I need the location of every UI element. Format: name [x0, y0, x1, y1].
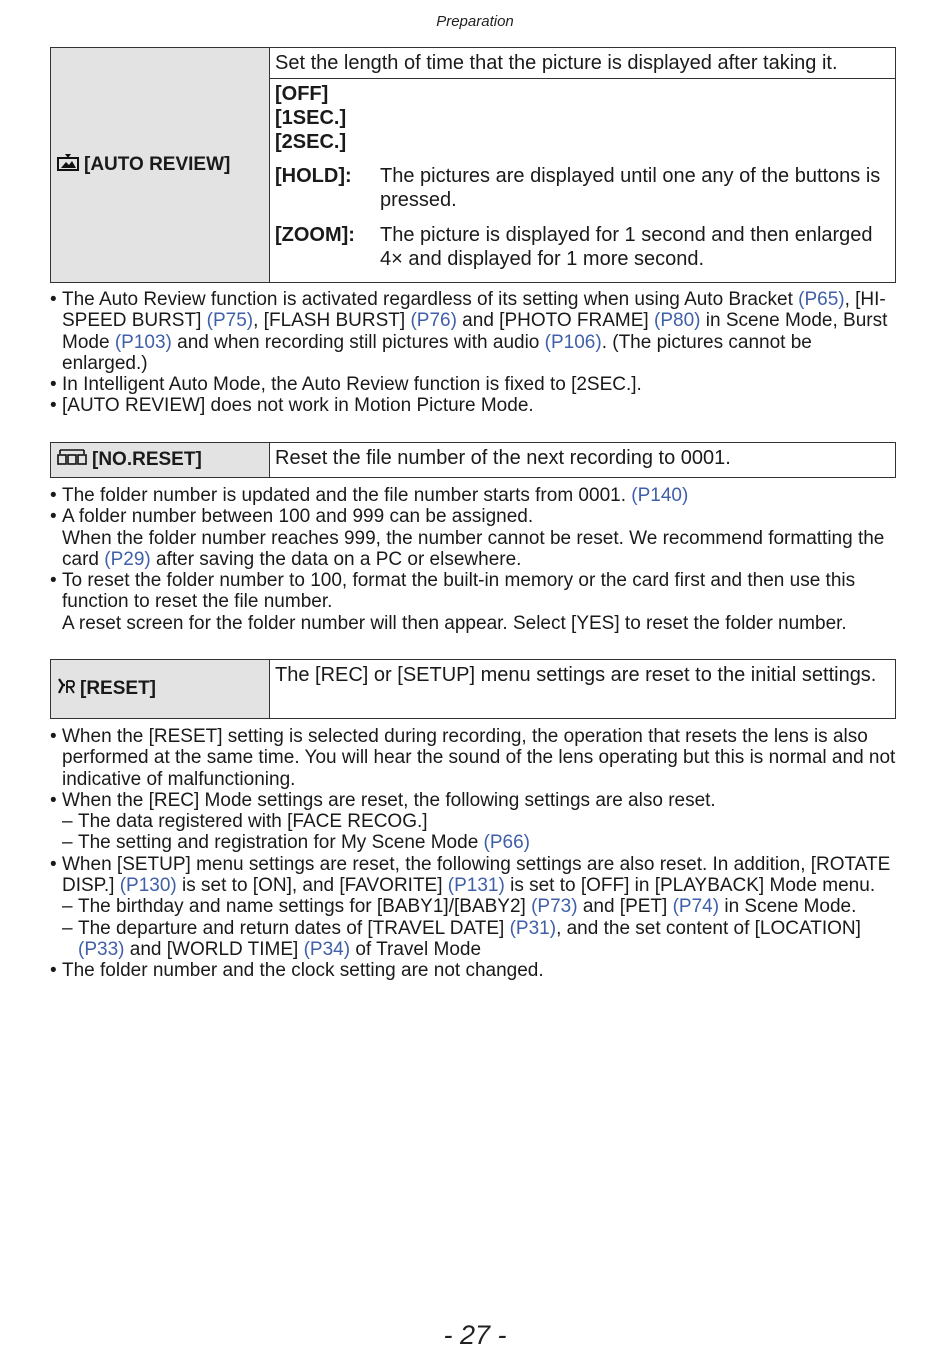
list-subitem — [50, 832, 900, 853]
note-text: . (The pictures cannot be enlarged.) — [62, 331, 812, 374]
note-text: When [SETUP] menu settings are reset, the following settings are also reset. In addition, [ROTATE DISP.] — [62, 853, 891, 897]
note-text: and [WORLD TIME] — [124, 938, 304, 960]
option-hold-text: The pictures are displayed until one any of the buttons is pressed. — [380, 165, 881, 211]
option-hold — [275, 164, 889, 212]
reset-label-cell — [51, 660, 270, 718]
page-ref-link[interactable]: (P131) — [447, 875, 505, 897]
page-ref-link[interactable]: (P33) — [78, 938, 125, 960]
list-item: • When the [RESET] setting is selected during recording, the operation that resets the lens is also performed at the same time. You will hear the sound of the lens operating but this is normal and not indicative of malfunctioning. — [50, 726, 900, 790]
option-hold-key: [HOLD]: — [275, 165, 352, 187]
list-item — [50, 854, 900, 897]
reset-desc-cell — [270, 660, 895, 718]
note-text: in Scene Mode. — [719, 896, 857, 918]
reset-notes — [50, 726, 900, 982]
page-ref-link[interactable]: (P80) — [654, 310, 701, 332]
list-subitem: – The data registered with [FACE RECOG.] — [50, 811, 900, 832]
page-ref-link[interactable]: (P74) — [672, 896, 720, 918]
note-text: , [FLASH BURST] — [253, 310, 411, 332]
list-item-continuation: A reset screen for the folder number will then appear. Select [YES] to reset the folder number. — [62, 612, 847, 634]
option-2sec: [2SEC.] — [275, 131, 347, 153]
option-1sec: [1SEC.] — [275, 107, 347, 129]
auto-review-desc-cell — [270, 48, 895, 282]
list-item-continuation — [50, 528, 900, 571]
option-zoom-key: [ZOOM]: — [275, 224, 355, 246]
note-text: The setting and registration for My Scene Mode — [78, 832, 484, 854]
list-item: • In Intelligent Auto Mode, the Auto Review function is fixed to [2SEC.]. — [50, 374, 900, 395]
option-off: [OFF] — [275, 83, 329, 105]
reset-description: The [REC] or [SETUP] menu settings are reset to the initial settings. — [275, 664, 877, 686]
list-subitem — [50, 918, 900, 961]
auto-review-label: [AUTO REVIEW] — [84, 154, 231, 175]
list-subitem — [50, 896, 900, 917]
page-ref-link[interactable]: (P73) — [531, 896, 578, 918]
list-item — [50, 485, 900, 506]
auto-review-icon — [57, 153, 79, 177]
page-ref-link[interactable]: (P31) — [509, 917, 557, 939]
option-zoom — [275, 223, 889, 271]
note-text: and [PHOTO FRAME] — [456, 310, 654, 332]
note-text: , [HI-SPEED BURST] — [62, 289, 886, 332]
note-text: is set to [OFF] in [PLAYBACK] Mode menu. — [504, 875, 876, 897]
note-text: The departure and return dates of [TRAVEL DATE] — [78, 917, 510, 939]
page-ref-link[interactable]: (P65) — [798, 289, 845, 310]
note-text: The Auto Review function is activated regardless of its setting when using Auto Bracket — [62, 289, 799, 310]
note-text: The folder number is updated and the file number starts from 0001. — [62, 485, 632, 506]
note-text: and [PET] — [577, 896, 673, 918]
note-text: is set to [ON], and [FAVORITE] — [176, 875, 448, 897]
page-ref-link[interactable]: (P140) — [631, 485, 689, 506]
no-reset-table — [50, 442, 896, 478]
page-ref-link[interactable]: (P103) — [114, 331, 172, 353]
note-text: , and the set content of [LOCATION] — [556, 917, 861, 939]
auto-review-label-cell — [51, 48, 270, 282]
no-reset-description: Reset the file number of the next recording to 0001. — [275, 447, 731, 469]
page-ref-link[interactable]: (P106) — [544, 331, 602, 353]
option-zoom-text: The picture is displayed for 1 second and then enlarged 4× and displayed for 1 more second. — [380, 224, 873, 270]
page-ref-link[interactable]: (P34) — [303, 938, 351, 960]
note-text: The birthday and name settings for [BABY1]/[BABY2] — [78, 896, 532, 918]
list-item: • [AUTO REVIEW] does not work in Motion Picture Mode. — [50, 395, 900, 416]
auto-review-table — [50, 47, 896, 283]
page-header: Preparation — [436, 13, 514, 30]
page-ref-link[interactable]: (P75) — [206, 310, 254, 332]
note-text: in Scene Mode, Burst Mode — [62, 310, 888, 353]
list-item: • To reset the folder number to 100, format the built-in memory or the card first and then use this function to reset the file number. — [50, 570, 900, 613]
auto-review-notes — [50, 289, 900, 417]
no-reset-label: [NO.RESET] — [92, 449, 202, 470]
no-reset-notes — [50, 485, 900, 634]
page-ref-link[interactable]: (P29) — [104, 548, 151, 570]
auto-review-options — [270, 79, 895, 274]
page-number: - 27 - — [443, 1320, 507, 1350]
no-reset-icon — [57, 449, 87, 471]
reset-table — [50, 659, 896, 719]
page-ref-link[interactable]: (P66) — [483, 832, 531, 854]
list-item: • The folder number and the clock setting are not changed. — [50, 960, 900, 981]
reset-icon — [57, 677, 75, 701]
auto-review-description: Set the length of time that the picture is displayed after taking it. — [270, 48, 895, 79]
no-reset-desc-cell — [270, 443, 895, 477]
page-ref-link[interactable]: (P130) — [119, 875, 177, 897]
page-ref-link[interactable]: (P76) — [410, 310, 457, 332]
note-text: of Travel Mode — [350, 938, 482, 960]
list-item: • When the [REC] Mode settings are reset, the following settings are also reset. — [50, 790, 900, 811]
note-text: after saving the data on a PC or elsewhere. — [150, 548, 522, 570]
note-text: and when recording still pictures with audio — [171, 331, 545, 353]
reset-label: [RESET] — [80, 678, 156, 699]
no-reset-label-cell — [51, 443, 270, 477]
note-text: When the folder number reaches 999, the number cannot be reset. We recommend formatting the card — [62, 527, 885, 570]
list-item — [50, 289, 900, 374]
list-item: • A folder number between 100 and 999 can be assigned. — [50, 506, 900, 527]
